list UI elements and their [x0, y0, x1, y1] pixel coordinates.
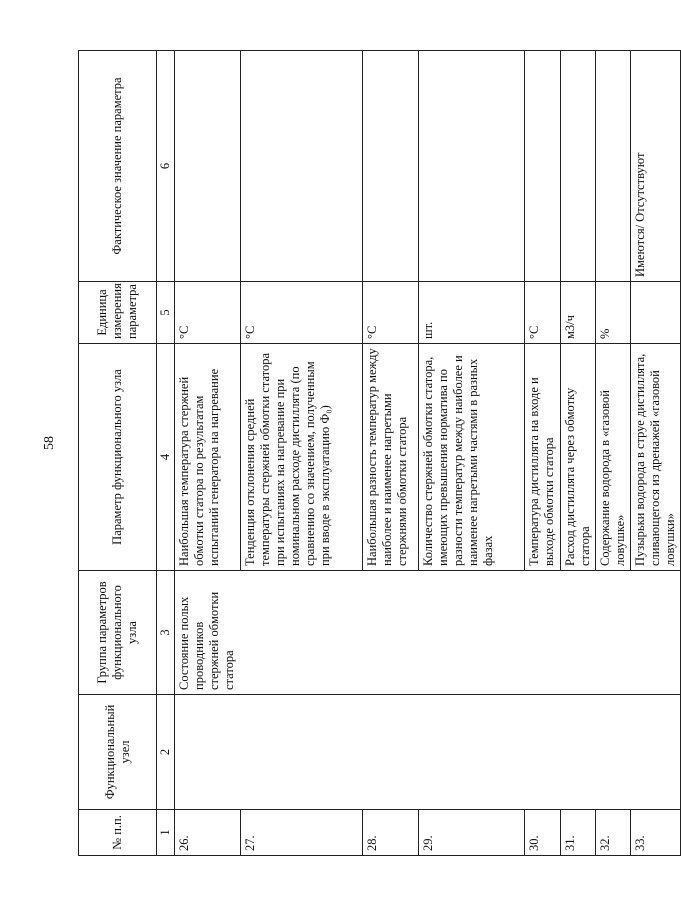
measure-cell: [631, 282, 681, 344]
actual-value-cell: [241, 51, 363, 282]
row-number: 26.: [175, 810, 241, 856]
actual-value-cell: [561, 51, 596, 282]
parameter-cell: Количество стержней обмотки статора, имеющих превышения норматива по разности температур между наиболее и наименее нагретыми частями в разных фазах: [419, 344, 525, 571]
parameter-group-cell: Состояние полых проводников стержней обмотки статора: [175, 571, 681, 695]
header-functional-unit: Функциональный узел: [79, 695, 157, 810]
parameter-cell: Пузырьки водорода в струе дистиллята, сливающегося из дренажей «газовой ловушки»: [631, 344, 681, 571]
parameter-cell: Температура дистиллята на входе и выходе обмотки статора: [525, 344, 561, 571]
column-number: 3: [157, 571, 175, 695]
actual-value-cell: Имеются/ Отсутствуют: [631, 51, 681, 282]
header-measure-unit: Единица измерения параметра: [79, 282, 157, 344]
measure-cell: °С: [175, 282, 241, 344]
actual-value-cell: [363, 51, 419, 282]
column-numbers-row: [157, 51, 175, 856]
column-number: 6: [157, 51, 175, 282]
functional-unit-cell: [175, 695, 681, 810]
measure-cell: %: [596, 282, 631, 344]
measure-cell: м3/ч: [561, 282, 596, 344]
row-number: 32.: [596, 810, 631, 856]
parameters-table: [78, 50, 681, 856]
column-number: 2: [157, 695, 175, 810]
header-parameter: Параметр функционального узла: [79, 344, 157, 571]
parameter-cell: Расход дистиллята через обмотку статора: [561, 344, 596, 571]
header-parameter-group: Группа параметров функционального узла: [79, 571, 157, 695]
column-number: 1: [157, 810, 175, 856]
measure-cell: °С: [241, 282, 363, 344]
row-number: 28.: [363, 810, 419, 856]
parameter-cell: Наибольшая разность температур между наиболее и наименее нагретыми стержнями обмотки статора: [363, 344, 419, 571]
parameter-cell: Наибольшая температура стержней обмотки статора по результатам испытаний генератора на нагревание: [175, 344, 241, 571]
header-row: [79, 51, 157, 856]
column-number: 5: [157, 282, 175, 344]
measure-cell: шт.: [419, 282, 525, 344]
actual-value-cell: [525, 51, 561, 282]
actual-value-cell: [419, 51, 525, 282]
header-num: № п.п.: [79, 810, 157, 856]
parameter-cell: Содержание водорода в «газовой ловушке»: [596, 344, 631, 571]
header-actual-value: Фактическое значение параметра: [79, 51, 157, 282]
rotated-table-container: [78, 51, 677, 856]
parameter-cell: Тенденция отклонения средней температуры стержней обмотки статора при испытаниях на нагревание при номинальном расходе дистиллята (по сравнению со значением, полученным при вводе в эксплуатацию Ф₀): [241, 344, 363, 571]
actual-value-cell: [175, 51, 241, 282]
table-row: [175, 51, 241, 856]
measure-cell: °С: [525, 282, 561, 344]
row-number: 33.: [631, 810, 681, 856]
row-number: 31.: [561, 810, 596, 856]
row-number: 27.: [241, 810, 363, 856]
row-number: 29.: [419, 810, 525, 856]
measure-cell: °С: [363, 282, 419, 344]
column-number: 4: [157, 344, 175, 571]
page-number: 58: [42, 436, 57, 450]
row-number: 30.: [525, 810, 561, 856]
actual-value-cell: [596, 51, 631, 282]
